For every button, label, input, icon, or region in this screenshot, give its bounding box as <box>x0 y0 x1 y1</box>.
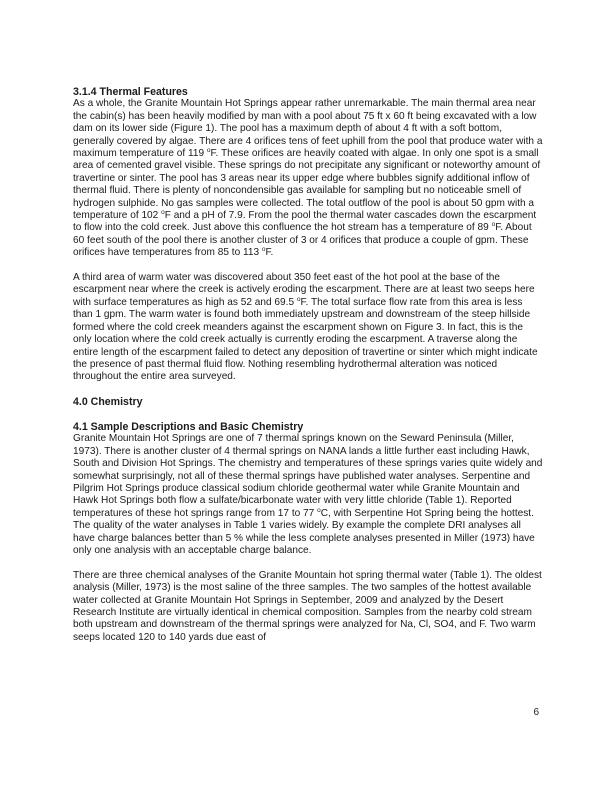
paragraph-gap <box>73 260 543 272</box>
section-heading-chemistry: 4.0 Chemistry <box>73 396 143 409</box>
degree-symbol: o <box>491 221 496 229</box>
page-number: 6 <box>533 707 539 718</box>
text-run: F and a pH of 7.9. From the pool the thermal water cascades down the escarpment to flow into the cold creek. Just above this confluence the hot stream has a temperature of 89 <box>73 210 537 234</box>
section-heading-thermal-features: 3.1.4 Thermal Features <box>73 86 188 98</box>
paragraph-sample-descriptions-2: There are three chemical analyses of the Granite Mountain hot spring thermal water (Table 1). The oldest analysis (Miller, 1973) is the most saline of the three samples. The two samples of the hottest available water collected at Granite Mountain Hot Springs in September, 2009 and analyzed by the Desert Research Institute are virtually identical in chemical composition. Samples from the nearby cold stream both upstream and downstream of the thermal springs were analyzed for Na, Cl, SO4, and F. Two warm seeps located 120 to 140 yards due east of <box>73 569 542 643</box>
text-run: A third area of warm water was discovered about 350 feet east of the hot pool at the base of the escarpment near where the creek is actively eroding the escarpment. There are at least two seeps here with surface temperatures as high as 52 and 69.5 <box>73 272 535 308</box>
text-run: As a whole, the Granite Mountain Hot Springs appear rather unremarkable. The main thermal area near the cabin(s) has been heavily modified by man with a pool about 75 ft x 60 ft being excavated with a low dam on its lower side (Figure 1). The pool has a maximum depth of about 4 ft with a soft bottom, generally covered by algae. There are 4 orifices tens of feet uphill from the pool that produce water with a maximum temperature of 119 <box>73 98 543 160</box>
text-run: F. <box>265 247 274 259</box>
section-heading-sample-descriptions: 4.1 Sample Descriptions and Basic Chemistry <box>73 420 304 433</box>
text-run: F. About 60 feet south of the pool there is another cluster of 3 or 4 orifices that produce a couple of gpm. These orifices have temperatures from 85 to 113 <box>73 222 532 259</box>
text-run: F. The total surface flow rate from this area is less than 1 gpm. The warm water is found both immediately upstream and downstream of the steep hillside formed where the cold creek meanders against the escarpment shown on Figure 3. In fact, this is the only location where the cold creek actually is currently eroding the escarpment. A traverse along the entire length of the escarpment failed to detect any deposition of travertine or sinter which might indicate the presence of past thermal fluid flow. Nothing resembling hydrothermal alteration was noticed throughout the entire area surveyed. <box>73 296 538 383</box>
text-run: C, with Serpentine Hot Spring being the hottest. The quality of the water analyses in Table 1 varies widely. By example the complete DRI analyses all have charge balances better than 5 % while the less complete analyses presented in Miller (1973) have only one analysis with an acceptable charge balance. <box>73 507 535 556</box>
degree-symbol: o <box>206 147 211 155</box>
paragraph-thermal-features-2 <box>73 272 543 384</box>
paragraph-gap <box>73 409 543 421</box>
text-run: F. These orifices are heavily coated with algae. In only one spot is a small area of cemented gravel visible. These springs do not precipitate any significant or noteworthy amount of travertine or sinter. The pool has 3 areas near its upper edge where bubbles signify additional inflow of thermal fluid. There is plenty of noncondensible gas available for sampling but no noticeable smell of hydrogen sulphide. No gas samples were collected. The total outflow of the pool is about 50 gpm with a temperature of 102 <box>73 148 541 222</box>
paragraph-gap <box>73 384 543 396</box>
degree-symbol: o <box>317 506 321 514</box>
paragraph-thermal-features-1 <box>73 98 543 259</box>
text-run: Granite Mountain Hot Springs are one of 7 thermal springs known on the Seward Peninsula (Miller, 1973). There is another cluster of 4 thermal springs on NANA lands a little further east including Hawk, South and Division Hot Springs. The chemistry and temperatures of these springs varies quite widely and somewhat surprisingly, not all of these thermal springs have published water analyses. Serpentine and Pilgrim Hot Springs produce classical sodium chloride geothermal water while Granite Mountain and Hawk Hot Springs both flow a sulfate/bicarbonate water with very little chloride (Table 1). Reported temperatures of these hot springs range from 17 to 77 <box>73 433 543 519</box>
degree-symbol: o <box>261 246 266 254</box>
document-body <box>73 86 543 644</box>
degree-symbol: o <box>161 209 165 217</box>
paragraph-sample-descriptions-1 <box>73 433 543 557</box>
paragraph-gap <box>73 557 543 569</box>
degree-symbol: o <box>296 295 301 303</box>
